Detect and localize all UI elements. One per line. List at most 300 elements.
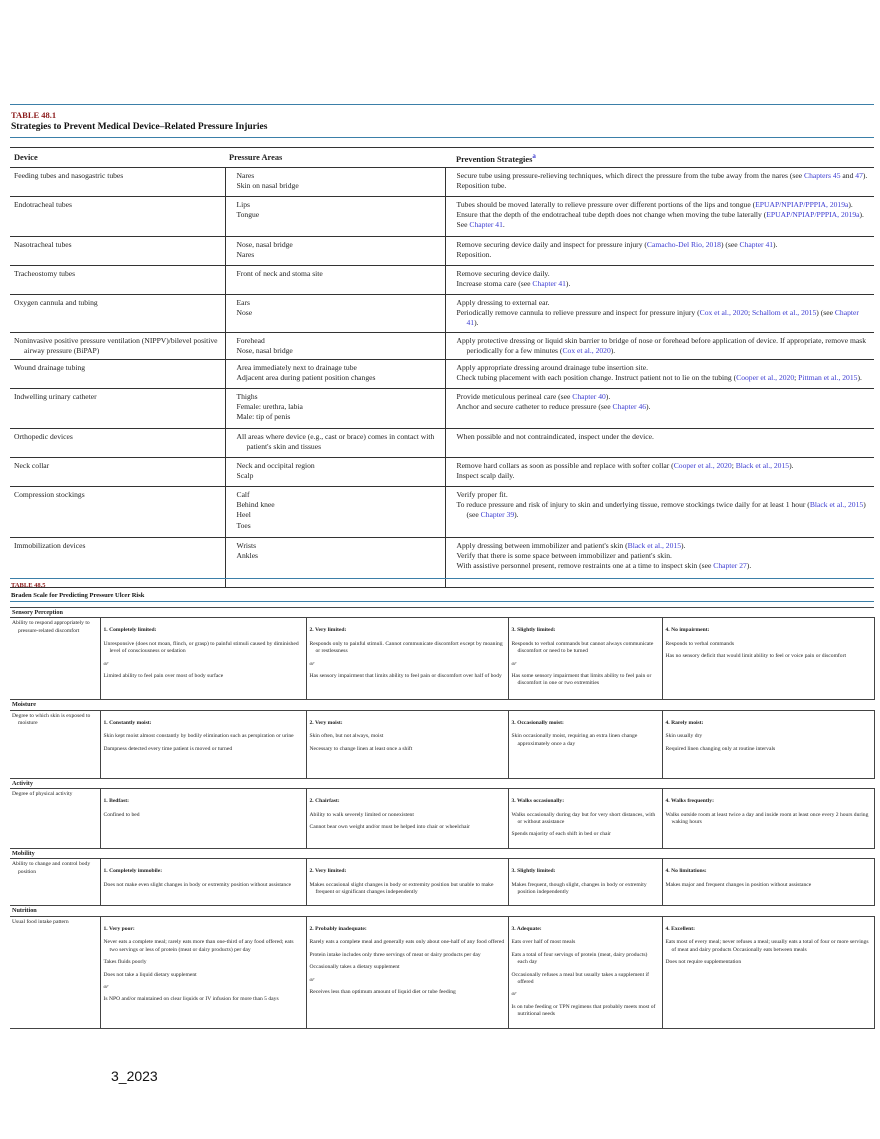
table-row (10, 487, 874, 538)
score-description: Rarely eats a complete meal and generally eats only about one-half of any food offered (309, 939, 505, 946)
score-description: Skin usually dry (665, 733, 703, 740)
score-description: Ability to walk severely limited or nonexistent (309, 811, 414, 818)
strategy-text: ). (773, 240, 778, 249)
strategies-cell (445, 360, 874, 389)
score-description: Makes occasional slight changes in body or extremity position but unable to make frequent or significant changes independently (309, 881, 494, 896)
score-description: Protein intake includes only three servings of meat or dairy products per day (309, 951, 481, 958)
device-name: Feeding tubes and nasogastric tubes (14, 171, 124, 180)
device-cell (10, 360, 225, 389)
pressure-areas-cell (225, 458, 445, 487)
strategies-cell (445, 168, 874, 197)
braden-score-cell (306, 789, 508, 849)
strategy-line (457, 171, 871, 181)
table-row (10, 168, 874, 197)
strategy-line (457, 181, 871, 191)
strategies-cell (445, 458, 874, 487)
score-description: Is on tube feeding or TPN regimens that probably meets most of nutritional needs (511, 1003, 656, 1018)
braden-score-cell (508, 916, 662, 1028)
or-separator: or (511, 991, 517, 998)
braden-score-cell (662, 789, 874, 849)
reference-link[interactable]: Pittman et al., 2015 (798, 373, 858, 383)
or-separator: or (103, 660, 109, 667)
braden-section-name: Activity (10, 778, 874, 788)
strategy-text: Inspect scalp daily. (456, 471, 515, 481)
score-heading: 1. Constantly moist: (103, 719, 152, 726)
reference-link[interactable]: Camacho-Del Rio, 2018 (646, 240, 721, 249)
braden-row (10, 618, 874, 700)
strategy-text: Anchor and secure catheter to reduce pressure (see (456, 402, 613, 412)
table-48-5-label: TABLE 48.5 (11, 582, 46, 589)
score-description: Makes major and frequent changes in position without assistance (665, 881, 812, 888)
reference-link[interactable]: Chapter 41 (532, 279, 566, 289)
pressure-area: Toes (236, 520, 251, 530)
strategy-text: ). (848, 200, 853, 209)
score-description: Responds to verbal commands but cannot always communicate discomfort or need to be turned (511, 640, 654, 655)
pressure-areas-cell (225, 295, 445, 333)
strategy-line (457, 298, 871, 308)
strategy-text: ). (646, 402, 651, 412)
strategies-cell (445, 197, 874, 237)
strategy-line (457, 541, 871, 551)
pressure-areas-cell (225, 168, 445, 197)
score-heading: 1. Very poor: (103, 925, 135, 932)
score-description: Skin often, but not always, moist (309, 733, 384, 740)
device-name: Nasotracheal tubes (14, 240, 72, 249)
strategies-cell (445, 266, 874, 295)
strategy-text: Ensure that the depth of the endotracheal tube depth does not change when moving the tube laterally ( (456, 210, 767, 220)
strategy-line (457, 336, 871, 356)
strategy-text: and (840, 171, 856, 180)
strategy-line (457, 432, 871, 442)
strategy-text: Apply dressing to external ear. (456, 298, 550, 307)
strategies-cell (445, 332, 874, 359)
reference-link[interactable]: Chapter 41 (739, 240, 774, 249)
device-cell (10, 429, 225, 458)
score-heading: 4. Excellent: (665, 925, 696, 932)
strategy-text: ). (605, 392, 611, 402)
reference-link[interactable]: Black et al., 2015 (809, 500, 864, 510)
page-footer: 3_2023 (111, 1068, 158, 1084)
braden-section-row (10, 608, 874, 618)
strategy-text: ). (681, 541, 686, 551)
pressure-area: Nares (236, 250, 255, 260)
braden-score-cell (306, 710, 508, 778)
strategy-text: Provide meticulous perineal care (see (456, 392, 573, 402)
strategy-text: Secure tube using pressure-relieving techniques, which direct the pressure from the tube away from the nares (see (456, 171, 804, 180)
braden-row-label-cell (10, 710, 100, 778)
strategy-text: Reposition. (456, 250, 492, 260)
score-heading: 4. Rarely moist: (665, 719, 704, 726)
braden-table-body (10, 608, 874, 1029)
strategy-text: ). (565, 279, 571, 289)
reference-link[interactable]: Cooper et al., 2020 (736, 373, 795, 383)
table-48-5-title: Braden Scale for Predicting Pressure Ulcer Risk (11, 592, 145, 599)
braden-row-label: Ability to change and control body position (12, 861, 91, 875)
score-heading: 2. Probably inadequate: (309, 925, 367, 932)
table-48-1-label: TABLE 48.1 (11, 110, 57, 120)
strategy-text: ). (514, 510, 519, 520)
strategy-text: Remove hard collars as soon as possible and replace with softer collar ( (456, 461, 674, 471)
device-name: Wound drainage tubing (14, 363, 86, 373)
strategies-cell (445, 487, 874, 538)
pressure-area: Female: urethra, labia (236, 402, 303, 412)
strategy-text: Apply appropriate dressing around drainage tube insertion site. (456, 363, 648, 373)
pressure-area: Nose, nasal bridge (236, 240, 293, 249)
strategy-line (457, 250, 871, 260)
score-description: Receives less than optimum amount of liquid diet or tube feeding (309, 988, 456, 995)
score-heading: 2. Very limited: (309, 627, 347, 634)
score-heading: 3. Slightly limited: (511, 627, 556, 634)
braden-score-cell (100, 618, 306, 700)
strategy-text: Increase stoma care (see (456, 279, 533, 289)
strategy-text: Remove securing device daily and inspect for pressure injury ( (456, 240, 647, 249)
braden-score-cell (306, 618, 508, 700)
score-description: Skin kept moist almost constantly by bodily elimination such as perspiration or urine (103, 733, 294, 740)
strategy-line (457, 561, 871, 571)
pressure-area: Nares (236, 171, 255, 180)
pressure-area: Neck and occipital region (236, 461, 315, 471)
strategy-line (457, 402, 871, 412)
strategy-text: When possible and not contraindicated, inspect under the device. (456, 432, 654, 442)
score-description: Walks occasionally during day but for very short distances, with or without assistance (511, 811, 656, 826)
score-description: Makes frequent, though slight, changes in body or extremity position independently (511, 881, 647, 896)
braden-score-cell (100, 916, 306, 1028)
braden-score-cell (306, 916, 508, 1028)
or-separator: or (103, 983, 109, 990)
strategy-text: With assistive personnel present, remove restraints one at a time to inspect skin (see (456, 561, 714, 571)
braden-score-cell (508, 618, 662, 700)
reference-link[interactable]: Chapters 45 (804, 171, 841, 180)
reference-link[interactable]: EPUAP/NPIAP/PPPIA, 2019a (755, 200, 849, 209)
strategy-text: Verify proper fit. (456, 490, 508, 500)
pressure-area: Tongue (236, 210, 260, 220)
strategy-text: ). (789, 461, 794, 471)
strategy-text: . (502, 220, 505, 230)
table-row (10, 389, 874, 429)
strategy-line (457, 200, 871, 210)
pressure-areas-cell (225, 237, 445, 266)
strategy-line (457, 490, 871, 500)
score-heading: 1. Completely limited: (103, 627, 157, 634)
score-description: Skin occasionally moist, requiring an extra linen change approximately once a day (511, 733, 638, 747)
pressure-area: Scalp (236, 471, 254, 481)
strategy-line (457, 500, 871, 520)
title-rule (10, 137, 874, 138)
table-row (10, 360, 874, 389)
device-name: Indwelling urinary catheter (14, 392, 97, 402)
reference-link[interactable]: Cox et al., 2020 (562, 345, 611, 355)
pressure-areas-cell (225, 332, 445, 359)
strategy-line (457, 220, 871, 230)
score-description: Does not take a liquid dietary supplement (103, 971, 197, 978)
score-description: Dampness detected every time patient is moved or turned (103, 745, 233, 752)
strategy-text: ). (862, 171, 868, 180)
strategy-line (457, 461, 871, 471)
pressure-area: Adjacent area during patient position changes (236, 373, 376, 383)
header-prevention-strategies (445, 148, 874, 168)
strategy-line (457, 373, 871, 383)
pressure-areas-cell (225, 197, 445, 237)
strategy-text: ). (859, 210, 864, 220)
table-48-1-title: Strategies to Prevent Medical Device–Related Pressure Injuries (11, 122, 268, 132)
pressure-area: Male: tip of penis (236, 412, 291, 422)
table-row (10, 295, 874, 333)
strategy-text: ; (794, 373, 799, 383)
device-cell (10, 266, 225, 295)
pressure-area: Wrists (236, 541, 257, 551)
braden-row-label: Degree to which skin is exposed to moisture (12, 712, 91, 727)
header-device: Device (10, 148, 225, 168)
strategy-text: Apply dressing between immobilizer and patient's skin ( (456, 541, 628, 551)
device-cell (10, 168, 225, 197)
strategy-text: ) (see (466, 500, 866, 520)
strategy-text: Reposition tube. (456, 181, 507, 191)
score-description: Unresponsive (does not moan, flinch, or grasp) to painful stimuli caused by diminished level of consciousness or sedation (103, 640, 299, 655)
device-name: Neck collar (14, 461, 50, 471)
header-pressure-areas: Pressure Areas (225, 148, 445, 168)
strategy-text: Remove securing device daily. (456, 269, 550, 278)
reference-link[interactable]: EPUAP/NPIAP/PPPIA, 2019a (766, 210, 860, 220)
pressure-area: Area immediately next to drainage tube (236, 363, 357, 373)
strategy-line (457, 279, 871, 289)
reference-link[interactable]: 47 (855, 171, 863, 180)
pressure-areas-cell (225, 429, 445, 458)
braden-score-cell (100, 859, 306, 906)
score-description: Takes fluids poorly (103, 959, 147, 966)
pressure-areas-cell (225, 487, 445, 538)
pressure-areas-cell (225, 389, 445, 429)
score-description: Is NPO and/or maintained on clear liquids or IV infusion for more than 5 days (103, 996, 279, 1003)
score-description: Has some sensory impairment that limits ability to feel pain or discomfort in one or two extremities (511, 673, 652, 687)
score-description: Necessary to change linen at least once a shift (309, 745, 413, 752)
device-name: Tracheostomy tubes (14, 269, 76, 278)
braden-scale-table (10, 607, 875, 1029)
device-cell (10, 389, 225, 429)
reference-link[interactable]: Cox et al., 2020 (699, 308, 748, 318)
strategy-line (457, 240, 871, 250)
header-prevention-text: Prevention Strategies (456, 154, 533, 164)
pressure-area: All areas where device (e.g., cast or brace) comes in contact with patient's skin and tissues (236, 432, 435, 452)
footnote-marker[interactable]: a (532, 152, 536, 160)
reference-link[interactable]: Chapter 41 (466, 308, 859, 328)
strategies-cell (445, 429, 874, 458)
braden-score-cell (508, 710, 662, 778)
braden-score-cell (508, 789, 662, 849)
device-cell (10, 295, 225, 333)
strategy-text: Check tubing placement with each position change. Instruct patient not to lie on the tubing ( (456, 373, 737, 383)
score-description: Required linen changing only at routine intervals (665, 745, 776, 752)
strategy-line (457, 392, 871, 402)
score-description: Spends majority of each shift in bed or chair (511, 831, 611, 838)
reference-link[interactable]: Chapter 27 (713, 561, 747, 571)
device-name: Noninvasive positive pressure ventilation (NIPPV)/bilevel positive airway pressure (BiPAP) (14, 335, 218, 355)
pressure-area: Nose, nasal bridge (236, 345, 293, 355)
or-separator: or (309, 976, 315, 983)
score-description: Eats most of every meal; never refuses a meal; usually eats a total of four or more servings of meat and dairy products Occasionally eats between meals (665, 939, 869, 953)
pressure-area: Calf (236, 490, 250, 500)
score-description: Never eats a complete meal; rarely eats more than one-third of any food offered; eats two servings or less of protein (meat or dairy products) per day (103, 939, 294, 953)
reference-link[interactable]: Black et al., 2015 (735, 461, 790, 471)
braden-title-rule (10, 601, 874, 602)
score-heading: 3. Slightly limited: (511, 868, 556, 875)
pressure-areas-cell (225, 360, 445, 389)
device-name: Orthopedic devices (14, 432, 73, 442)
score-description: Cannot bear own weight and/or must be helped into chair or wheelchair (309, 824, 470, 831)
device-cell (10, 458, 225, 487)
braden-section-name: Moisture (10, 700, 874, 710)
score-heading: 2. Very moist: (309, 719, 343, 726)
braden-section-name: Nutrition (10, 906, 874, 916)
device-cell (10, 538, 225, 588)
score-heading: 1. Bedfast: (103, 798, 129, 805)
braden-score-cell (306, 859, 508, 906)
strategy-line (457, 363, 871, 373)
reference-link[interactable]: Chapter 46 (612, 402, 647, 412)
pressure-area: Front of neck and stoma site (236, 269, 323, 278)
reference-link[interactable]: Black et al., 2015 (627, 541, 681, 551)
strategy-line (457, 551, 871, 561)
top-rule (10, 104, 874, 105)
pressure-areas-cell (225, 538, 445, 588)
pressure-area: Behind knee (236, 500, 275, 510)
pressure-area: Ears (236, 298, 250, 307)
strategies-cell (445, 538, 874, 588)
score-description: Walks outside room at least twice a day and inside room at least once every 2 hours during waking hours (665, 811, 869, 826)
braden-score-cell (662, 859, 874, 906)
braden-row-label-cell (10, 618, 100, 700)
score-description: Has sensory impairment that limits ability to feel pain or discomfort over half of body (309, 673, 502, 680)
strategy-text: Tubes should be moved laterally to relieve pressure over different portions of the lips and tongue ( (456, 200, 756, 209)
score-heading: 2. Chairfast: (309, 798, 340, 805)
reference-link[interactable]: Schallom et al., 2015 (751, 308, 817, 318)
pressure-area: Thighs (236, 392, 258, 402)
reference-link[interactable]: Chapter 41 (469, 220, 503, 230)
device-cell (10, 487, 225, 538)
device-name: Endotracheal tubes (14, 200, 72, 209)
braden-row (10, 916, 874, 1028)
or-separator: or (309, 660, 315, 667)
strategy-text: See (456, 220, 470, 230)
reference-link[interactable]: Chapter 39 (480, 510, 515, 520)
score-heading: 2. Very limited: (309, 868, 347, 875)
braden-score-cell (100, 789, 306, 849)
score-heading: 1. Completely immobile: (103, 868, 163, 875)
device-name: Oxygen cannula and tubing (14, 298, 98, 307)
strategies-cell (445, 295, 874, 333)
pressure-area: Ankles (236, 551, 259, 561)
strategy-text: ) (see (720, 240, 740, 249)
device-cell (10, 197, 225, 237)
braden-score-cell (662, 916, 874, 1028)
braden-section-row (10, 700, 874, 710)
braden-score-cell (508, 859, 662, 906)
pressure-area: Nose (236, 308, 253, 318)
braden-row (10, 789, 874, 849)
strategies-cell (445, 237, 874, 266)
strategy-line (457, 210, 871, 220)
strategy-text: To reduce pressure and risk of injury to skin and underlying tissue, remove stockings twice daily for at least 1 hour ( (456, 500, 810, 510)
braden-section-row (10, 906, 874, 916)
braden-row-label: Usual food intake pattern (12, 918, 69, 925)
table-row (10, 266, 874, 295)
strategy-text: ). (474, 318, 479, 328)
score-description: Responds to verbal commands (665, 640, 735, 647)
strategy-line (457, 308, 871, 328)
braden-section-row (10, 848, 874, 858)
strategy-line (457, 471, 871, 481)
pressure-area: Forehead (236, 335, 265, 345)
table-row (10, 538, 874, 588)
strategy-text: ) (see (816, 308, 835, 318)
strategy-text: ). (746, 561, 752, 571)
strategy-text: Apply protective dressing or liquid skin barrier to bridge of nose or forehead before application of device. If appropriate, remove mask periodically for a few minutes ( (456, 335, 866, 355)
device-cell (10, 237, 225, 266)
table-row (10, 237, 874, 266)
score-description: Does not make even slight changes in body or extremity position without assistance (103, 881, 292, 888)
braden-section-name: Sensory Perception (10, 608, 874, 618)
device-name: Compression stockings (14, 490, 85, 500)
strategies-cell (445, 389, 874, 429)
table-row (10, 429, 874, 458)
strategy-text: Periodically remove cannula to relieve pressure and inspect for pressure injury ( (456, 308, 700, 318)
strategy-text: Verify that there is some space between immobilizer and patient's skin. (456, 551, 672, 561)
strategy-text: ; (747, 308, 752, 318)
pressure-areas-cell (225, 266, 445, 295)
table-row (10, 458, 874, 487)
braden-row-label-cell (10, 789, 100, 849)
strategy-text: ; (731, 461, 736, 471)
score-description: Does not require supplementation (665, 959, 742, 966)
braden-section-name: Mobility (10, 848, 874, 858)
device-cell (10, 332, 225, 359)
strategy-line (457, 269, 871, 279)
score-description: Occasionally refuses a meal but usually takes a supplement if offered (511, 971, 649, 985)
device-table-body (10, 168, 874, 588)
strategy-text: ). (610, 345, 616, 355)
braden-row (10, 710, 874, 778)
score-description: Limited ability to feel pain over most of body surface (103, 673, 224, 680)
score-heading: 3. Adequate: (511, 925, 542, 932)
reference-link[interactable]: Cooper et al., 2020 (673, 461, 732, 471)
table-row (10, 197, 874, 237)
score-heading: 4. Walks frequently: (665, 798, 714, 805)
score-heading: 3. Occasionally moist: (511, 719, 564, 726)
pressure-area: Skin on nasal bridge (236, 181, 299, 191)
braden-top-rule (10, 578, 874, 579)
device-name: Immobilization devices (14, 541, 86, 551)
score-description: Has no sensory deficit that would limit ability to feel or voice pain or discomfort (665, 653, 847, 660)
or-separator: or (511, 660, 517, 667)
score-description: Occasionally takes a dietary supplement (309, 964, 400, 971)
braden-row-label: Ability to respond appropriately to pressure-related discomfort (12, 620, 90, 634)
braden-score-cell (100, 710, 306, 778)
score-description: Confined to bed (103, 811, 140, 818)
braden-row-label-cell (10, 859, 100, 906)
braden-score-cell (662, 618, 874, 700)
braden-score-cell (662, 710, 874, 778)
score-description: Responds only to painful stimuli. Cannot communicate discomfort except by moaning or restlessness (309, 640, 503, 655)
braden-row-label-cell (10, 916, 100, 1028)
device-pressure-injury-table (10, 147, 874, 588)
braden-row-label: Degree of physical activity (12, 791, 73, 798)
braden-row (10, 859, 874, 906)
braden-section-row (10, 778, 874, 788)
reference-link[interactable]: Chapter 40 (572, 392, 606, 402)
table-row (10, 332, 874, 359)
pressure-area: Heel (236, 510, 251, 520)
pressure-area: Lips (236, 200, 251, 209)
score-heading: 4. No limitations: (665, 868, 707, 875)
